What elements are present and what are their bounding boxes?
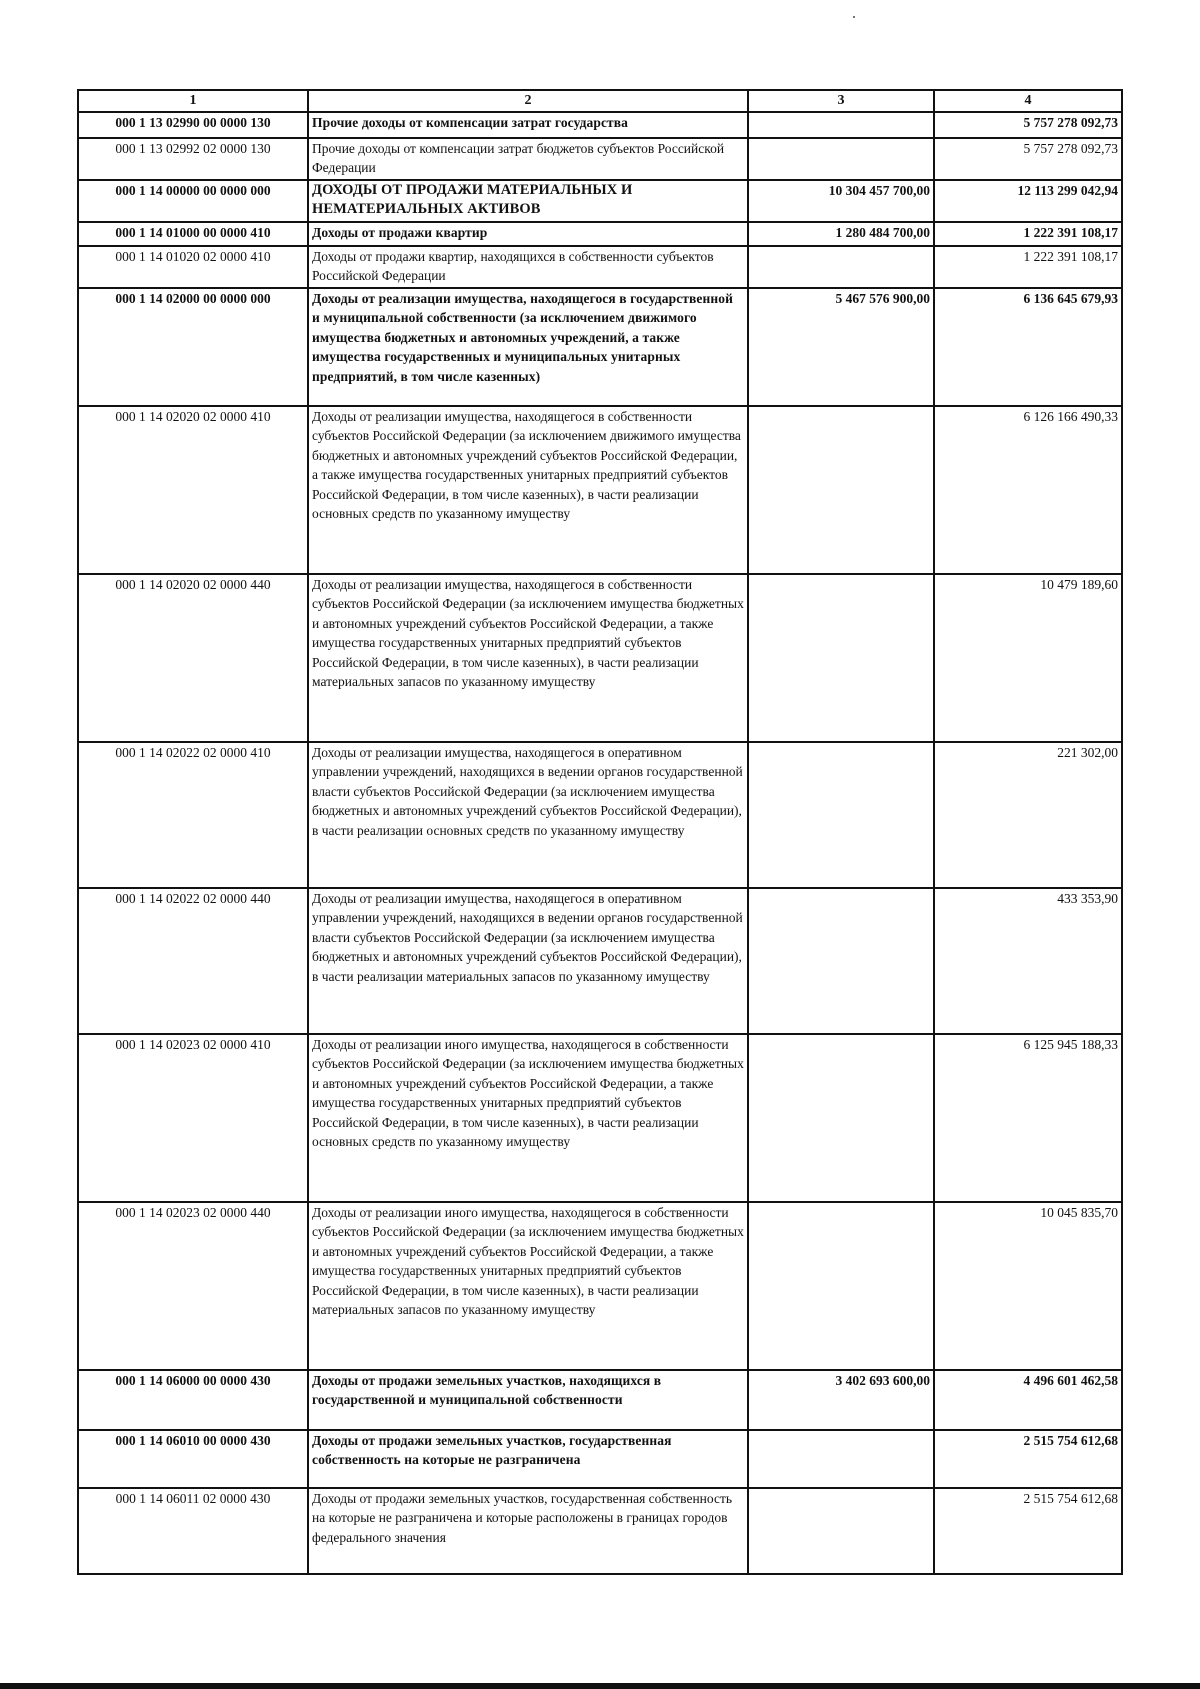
planned-amount <box>748 1202 934 1370</box>
classification-code: 000 1 14 02000 00 0000 000 <box>78 288 308 406</box>
revenue-name: Доходы от реализации имущества, находящегося в государственной и муниципальной собственности (за исключением движимого имущества бюджетных и автономных учреждений, а также имущества государственных и муниципальных унитарных предприятий, в том числе казенных) <box>308 288 748 406</box>
actual-amount: 10 045 835,70 <box>934 1202 1122 1370</box>
classification-code: 000 1 14 01000 00 0000 410 <box>78 222 308 246</box>
planned-amount: 3 402 693 600,00 <box>748 1370 934 1430</box>
revenue-name: Доходы от реализации имущества, находящегося в оперативном управлении учреждений, находящихся в ведении органов государственной власти субъектов Российской Федерации (за исключением имущества бюджетных и автономных учреждений субъектов Российской Федерации), в части реализации основных средств по указанному имуществу <box>308 742 748 888</box>
revenue-table <box>77 89 1123 1575</box>
actual-amount: 12 113 299 042,94 <box>934 180 1122 222</box>
classification-code: 000 1 13 02990 00 0000 130 <box>78 112 308 138</box>
actual-amount: 6 136 645 679,93 <box>934 288 1122 406</box>
header-col-1: 1 <box>78 90 308 112</box>
table-row <box>78 180 1122 222</box>
revenue-name: Доходы от реализации имущества, находящегося в собственности субъектов Российской Федерации (за исключением движимого имущества бюджетных и автономных учреждений субъектов Российской Федерации, а также имущества государственных унитарных предприятий субъектов Российской Федерации, в том числе казенных), в части реализации основных средств по указанному имуществу <box>308 406 748 574</box>
revenue-name: Доходы от реализации иного имущества, находящегося в собственности субъектов Российской Федерации (за исключением имущества бюджетных и автономных учреждений субъектов Российской Федерации, а также имущества государственных унитарных предприятий субъектов Российской Федерации, в том числе казенных), в части реализации материальных запасов по указанному имуществу <box>308 1202 748 1370</box>
table-row <box>78 574 1122 742</box>
planned-amount <box>748 246 934 288</box>
table-row <box>78 246 1122 288</box>
planned-amount <box>748 112 934 138</box>
planned-amount <box>748 1430 934 1488</box>
revenue-name: Доходы от продажи квартир <box>308 222 748 246</box>
table-row <box>78 1370 1122 1430</box>
classification-code: 000 1 14 01020 02 0000 410 <box>78 246 308 288</box>
header-col-2: 2 <box>308 90 748 112</box>
table-row <box>78 1488 1122 1574</box>
actual-amount: 1 222 391 108,17 <box>934 222 1122 246</box>
table-row <box>78 288 1122 406</box>
table-row <box>78 888 1122 1034</box>
classification-code: 000 1 14 02023 02 0000 440 <box>78 1202 308 1370</box>
revenue-name: Доходы от реализации иного имущества, находящегося в собственности субъектов Российской Федерации (за исключением имущества бюджетных и автономных учреждений субъектов Российской Федерации, а также имущества государственных унитарных предприятий субъектов Российской Федерации, в том числе казенных), в части реализации основных средств по указанному имуществу <box>308 1034 748 1202</box>
planned-amount: 10 304 457 700,00 <box>748 180 934 222</box>
actual-amount: 5 757 278 092,73 <box>934 112 1122 138</box>
actual-amount: 10 479 189,60 <box>934 574 1122 742</box>
table-row <box>78 742 1122 888</box>
revenue-name: Доходы от продажи земельных участков, государственная собственность на которые не разграничена и которые расположены в границах городов федерального значения <box>308 1488 748 1574</box>
page-bottom-border <box>0 1683 1200 1689</box>
classification-code: 000 1 14 02020 02 0000 440 <box>78 574 308 742</box>
table-row <box>78 222 1122 246</box>
actual-amount: 2 515 754 612,68 <box>934 1488 1122 1574</box>
table-row <box>78 112 1122 138</box>
classification-code: 000 1 14 06011 02 0000 430 <box>78 1488 308 1574</box>
scan-speck <box>853 16 855 18</box>
classification-code: 000 1 14 02023 02 0000 410 <box>78 1034 308 1202</box>
actual-amount: 5 757 278 092,73 <box>934 138 1122 180</box>
table-row <box>78 1430 1122 1488</box>
planned-amount: 5 467 576 900,00 <box>748 288 934 406</box>
revenue-name: Доходы от продажи квартир, находящихся в собственности субъектов Российской Федерации <box>308 246 748 288</box>
revenue-name: Доходы от продажи земельных участков, государственная собственность на которые не разграничена <box>308 1430 748 1488</box>
planned-amount <box>748 1034 934 1202</box>
classification-code: 000 1 13 02992 02 0000 130 <box>78 138 308 180</box>
actual-amount: 221 302,00 <box>934 742 1122 888</box>
header-col-3: 3 <box>748 90 934 112</box>
header-col-4: 4 <box>934 90 1122 112</box>
table-row <box>78 1202 1122 1370</box>
actual-amount: 433 353,90 <box>934 888 1122 1034</box>
actual-amount: 6 126 166 490,33 <box>934 406 1122 574</box>
planned-amount <box>748 406 934 574</box>
table-row <box>78 138 1122 180</box>
actual-amount: 6 125 945 188,33 <box>934 1034 1122 1202</box>
actual-amount: 1 222 391 108,17 <box>934 246 1122 288</box>
classification-code: 000 1 14 00000 00 0000 000 <box>78 180 308 222</box>
planned-amount <box>748 138 934 180</box>
planned-amount <box>748 742 934 888</box>
header-row <box>78 90 1122 112</box>
revenue-name: Доходы от реализации имущества, находящегося в собственности субъектов Российской Федерации (за исключением имущества бюджетных и автономных учреждений субъектов Российской Федерации, а также имущества государственных унитарных предприятий субъектов Российской Федерации, в том числе казенных), в части реализации материальных запасов по указанному имуществу <box>308 574 748 742</box>
classification-code: 000 1 14 02022 02 0000 440 <box>78 888 308 1034</box>
table-row <box>78 1034 1122 1202</box>
classification-code: 000 1 14 06000 00 0000 430 <box>78 1370 308 1430</box>
planned-amount <box>748 1488 934 1574</box>
table-row <box>78 406 1122 574</box>
classification-code: 000 1 14 02020 02 0000 410 <box>78 406 308 574</box>
classification-code: 000 1 14 06010 00 0000 430 <box>78 1430 308 1488</box>
revenue-name: Доходы от реализации имущества, находящегося в оперативном управлении учреждений, находящихся в ведении органов государственной власти субъектов Российской Федерации (за исключением имущества бюджетных и автономных учреждений субъектов Российской Федерации), в части реализации материальных запасов по указанному имуществу <box>308 888 748 1034</box>
actual-amount: 4 496 601 462,58 <box>934 1370 1122 1430</box>
revenue-name: Прочие доходы от компенсации затрат государства <box>308 112 748 138</box>
actual-amount: 2 515 754 612,68 <box>934 1430 1122 1488</box>
planned-amount: 1 280 484 700,00 <box>748 222 934 246</box>
revenue-name: ДОХОДЫ ОТ ПРОДАЖИ МАТЕРИАЛЬНЫХ И НЕМАТЕРИАЛЬНЫХ АКТИВОВ <box>308 180 748 222</box>
planned-amount <box>748 888 934 1034</box>
classification-code: 000 1 14 02022 02 0000 410 <box>78 742 308 888</box>
planned-amount <box>748 574 934 742</box>
revenue-name: Доходы от продажи земельных участков, находящихся в государственной и муниципальной собственности <box>308 1370 748 1430</box>
revenue-name: Прочие доходы от компенсации затрат бюджетов субъектов Российской Федерации <box>308 138 748 180</box>
